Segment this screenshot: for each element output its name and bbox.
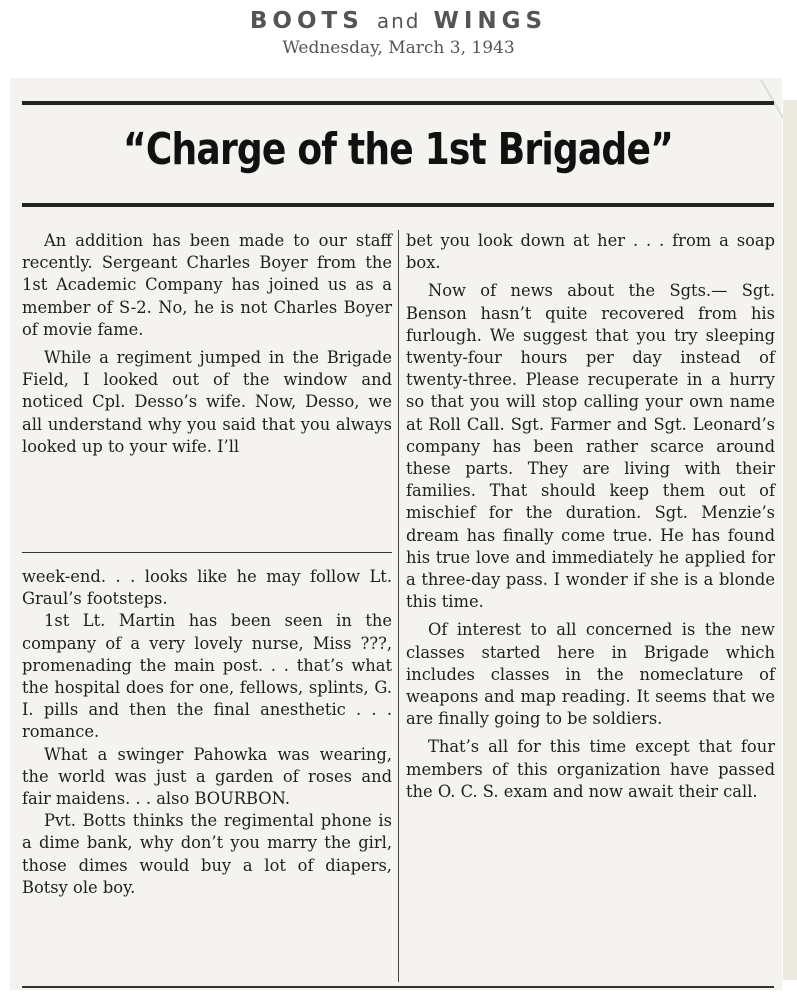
column-divider bbox=[398, 230, 399, 982]
right-paragraph-3: Of interest to all concerned is the new classes started here in Brigade which includes classes in the nomeclature of weapons and map reading. It seems that we are finally going to be soldiers. bbox=[406, 620, 775, 729]
masthead-date: Wednesday, March 3, 1943 bbox=[282, 38, 515, 58]
article-headline: “Charge of the 1st Brigade” bbox=[123, 124, 673, 175]
right-paragraph-1: bet you look down at her . . . from a soap box. bbox=[406, 231, 775, 273]
right-paragraph-4: That’s all for this time except that four members of this organization have passed the O. C. S. exam and now await their call. bbox=[406, 737, 775, 801]
left-paragraph-3: week-end. . . looks like he may follow Lt. Graul’s footsteps. bbox=[22, 567, 392, 609]
left-paragraph-2: While a regiment jumped in the Brigade Field, I looked out of the window and noticed Cpl. Desso’s wife. Now, Desso, we all understand why you said that you always looked up to your wife. I’ll bbox=[22, 348, 392, 456]
headline-bottom-rule bbox=[22, 203, 774, 207]
masthead bbox=[0, 0, 797, 72]
left-paragraph-5: What a swinger Pahowka was wearing, the world was just a garden of roses and fair maidens. . . also BOURBON. bbox=[22, 744, 392, 809]
left-column-bottom bbox=[22, 566, 392, 899]
bottom-rule bbox=[22, 986, 774, 988]
adjacent-column-edge bbox=[783, 100, 797, 980]
left-paragraph-1: An addition has been made to our staff recently. Sergeant Charles Boyer from the 1st Academic Company has joined us as a member of S-2. No, he is not Charles Boyer of movie fame. bbox=[22, 231, 392, 339]
right-column bbox=[406, 230, 775, 803]
jump-divider bbox=[22, 552, 392, 553]
left-paragraph-6: Pvt. Botts thinks the regimental phone is a dime bank, why don’t you marry the girl, those dimes would buy a lot of diapers, Botsy ole boy. bbox=[22, 811, 392, 897]
headline-top-rule bbox=[22, 101, 774, 105]
left-paragraph-4: 1st Lt. Martin has been seen in the company of a very lovely nurse, Miss ???, promenading the main post. . . that’s what the hospital does for one, fellows, splints, G. I. pills and then the final anesthetic . . . romance. bbox=[22, 611, 392, 742]
masthead-title bbox=[0, 8, 797, 34]
masthead-title-and: and bbox=[376, 9, 421, 33]
masthead-title-boots: BOOTS bbox=[249, 8, 364, 34]
left-column-top bbox=[22, 230, 392, 458]
right-paragraph-2: Now of news about the Sgts.— Sgt. Benson hasn’t quite recovered from his furlough. We suggest that you try sleeping twenty-four hours per day instead of twenty-three. Please recuperate in a hurry so that you will stop calling your own name at Roll Call. Sgt. Farmer and Sgt. Leonard’s company has been rather scarce around these parts. They are living with their families. That should keep them out of mischief for the duration. Sgt. Menzie’s dream has finally come true. He has found his true love and immediately he applied for a three-day pass. I wonder if she is a blonde this time. bbox=[406, 281, 775, 612]
masthead-title-wings: WINGS bbox=[433, 8, 548, 34]
